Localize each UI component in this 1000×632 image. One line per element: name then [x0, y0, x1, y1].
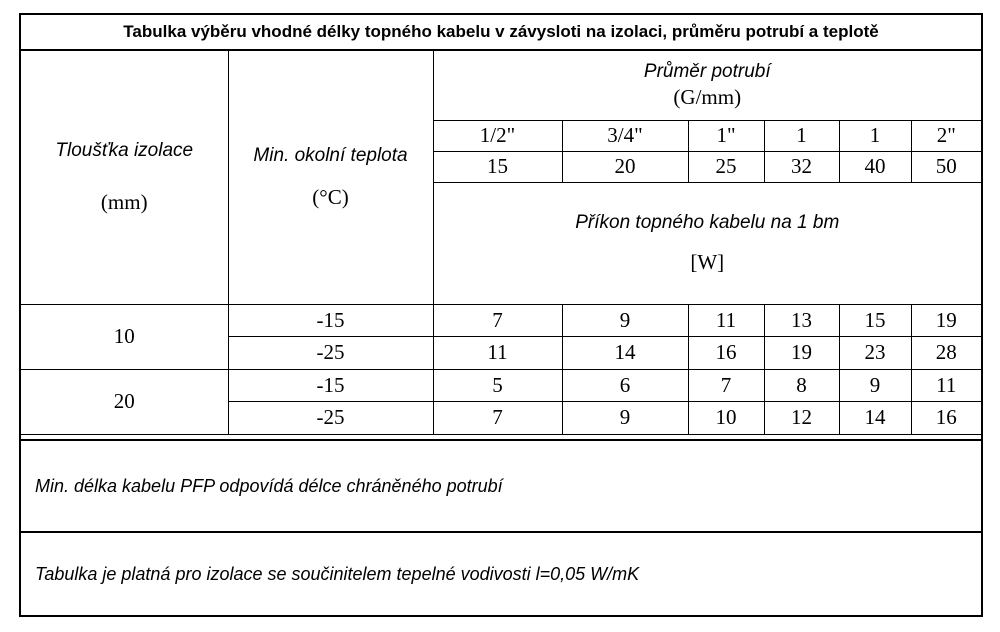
diameter-header-cell [433, 51, 981, 120]
table-row [21, 369, 981, 401]
power-value: 9 [562, 401, 688, 434]
power-value: 19 [764, 336, 839, 369]
temp-label: Min. okolní teplota [253, 144, 408, 166]
power-value: 8 [764, 369, 839, 401]
power-value: 13 [764, 304, 839, 336]
power-header-cell [433, 182, 981, 304]
note-validity: Tabulka je platná pro izolace se součinitelem tepelné vodivosti l=0,05 W/mK [21, 531, 981, 615]
diameter-unit: (G/mm) [673, 84, 742, 109]
diameter-mm-cell: 20 [562, 151, 688, 182]
diameter-g-cell: 3/4" [562, 120, 688, 151]
temp-header-cell [228, 51, 433, 304]
table-frame [19, 13, 983, 617]
power-value: 9 [562, 304, 688, 336]
temp-value: -25 [228, 336, 433, 369]
temp-value: -15 [228, 304, 433, 336]
diameter-mm-cell: 50 [911, 151, 981, 182]
power-value: 9 [839, 369, 911, 401]
diameter-g-cell: 1 [839, 120, 911, 151]
power-value: 7 [433, 304, 562, 336]
power-value: 10 [688, 401, 764, 434]
diameter-g-cell: 1/2" [433, 120, 562, 151]
power-value: 6 [562, 369, 688, 401]
power-unit: [W] [690, 249, 725, 274]
power-value: 14 [562, 336, 688, 369]
power-value: 12 [764, 401, 839, 434]
diameter-g-cell: 1" [688, 120, 764, 151]
power-value: 7 [688, 369, 764, 401]
power-value: 23 [839, 336, 911, 369]
diameter-mm-cell: 15 [433, 151, 562, 182]
power-value: 11 [911, 369, 981, 401]
insulation-header-cell [21, 51, 228, 304]
diameter-mm-cell: 32 [764, 151, 839, 182]
temp-value: -15 [228, 369, 433, 401]
diameter-g-cell: 2" [911, 120, 981, 151]
insulation-value: 10 [21, 304, 228, 369]
power-value: 5 [433, 369, 562, 401]
power-value: 15 [839, 304, 911, 336]
power-value: 16 [911, 401, 981, 434]
insulation-value: 20 [21, 369, 228, 434]
power-value: 7 [433, 401, 562, 434]
power-value: 28 [911, 336, 981, 369]
temp-value: -25 [228, 401, 433, 434]
cable-length-table [21, 51, 981, 435]
power-value: 16 [688, 336, 764, 369]
diameter-mm-cell: 40 [839, 151, 911, 182]
table-title: Tabulka výběru vhodné délky topného kabelu v závysloti na izolaci, průměru potrubí a teplotě [21, 15, 981, 51]
diameter-label: Průměr potrubí [643, 60, 771, 82]
temp-unit: (°C) [312, 184, 349, 209]
power-label: Příkon topného kabelu na 1 bm [575, 211, 840, 233]
power-value: 11 [688, 304, 764, 336]
table-row [21, 304, 981, 336]
diameter-g-cell: 1 [764, 120, 839, 151]
diameter-mm-cell: 25 [688, 151, 764, 182]
power-value: 14 [839, 401, 911, 434]
power-value: 19 [911, 304, 981, 336]
note-min-length: Min. délka kabelu PFP odpovídá délce chráněného potrubí [21, 439, 981, 531]
insulation-label: Tloušťka izolace [55, 139, 194, 161]
insulation-unit: (mm) [100, 189, 148, 214]
power-value: 11 [433, 336, 562, 369]
